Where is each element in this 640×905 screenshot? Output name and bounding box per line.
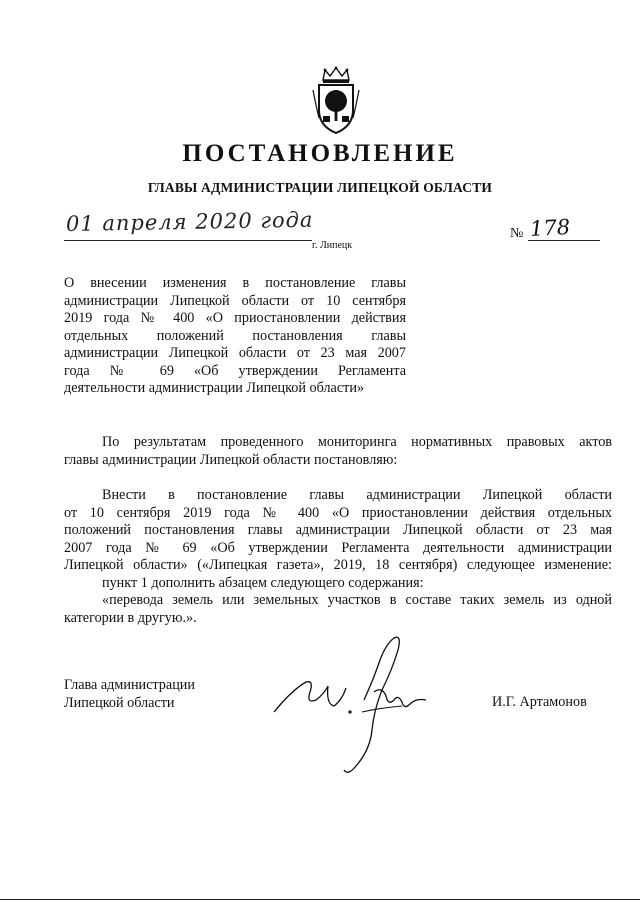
body-line: Липецкой области» («Липецкая газета», 2019, 18 сентября) следующее изменение:	[64, 557, 612, 573]
page-bottom-edge	[0, 899, 640, 900]
body-line: 2007 года № 69 «Об утверждении Регламента деятельности администрации	[64, 539, 612, 556]
summary-line: администрации Липецкой области от 23 мая 2007	[64, 345, 406, 361]
paragraph-gap	[64, 469, 612, 487]
city-label: г. Липецк	[312, 240, 353, 251]
date-underline	[64, 240, 312, 241]
handwritten-date: 01 апреля 2020 года	[65, 207, 314, 236]
resolution-summary	[64, 275, 406, 398]
summary-line: О внесении изменения в постановление главы	[64, 275, 406, 291]
body-line: «перевода земель или земельных участков в составе таких земель из одной	[102, 592, 612, 608]
summary-line: года № 69 «Об утверждении Регламента	[64, 362, 406, 379]
signatory-position-line: Глава администрации	[64, 677, 195, 693]
summary-line: отдельных положений постановления главы	[64, 327, 406, 344]
resolution-body	[64, 434, 612, 627]
document-title: ПОСТАНОВЛЕНИЕ	[182, 140, 458, 167]
body-line: от 10 сентября 2019 года № 400 «О приостановлении действия отдельных	[64, 504, 612, 521]
summary-line: 2019 года № 400 «О приостановлении действия	[64, 310, 406, 326]
body-line: категории в другую.».	[64, 609, 197, 626]
body-line: По результатам проведенного мониторинга нормативных правовых актов	[102, 434, 612, 450]
number-label: №	[510, 226, 524, 241]
document-subtitle: ГЛАВЫ АДМИНИСТРАЦИИ ЛИПЕЦКОЙ ОБЛАСТИ	[147, 180, 493, 195]
signatory-name: И.Г. Артамонов	[492, 694, 587, 710]
summary-line: деятельности администрации Липецкой области»	[64, 380, 365, 396]
number-underline	[528, 240, 600, 241]
summary-line: администрации Липецкой области от 10 сентября	[64, 292, 406, 309]
coat-of-arms-icon	[311, 66, 361, 136]
handwritten-signature	[262, 630, 442, 780]
handwritten-number: 178	[529, 214, 571, 242]
signatory-position-line: Липецкой области	[64, 694, 175, 711]
body-line: Внести в постановление главы администрации Липецкой области	[102, 487, 612, 503]
body-line: пункт 1 дополнить абзацем следующего содержания:	[102, 574, 424, 591]
body-line: главы администрации Липецкой области постановляю:	[64, 451, 398, 468]
signatory-position	[64, 677, 195, 712]
body-line: положений постановления главы администрации Липецкой области от 23 мая	[64, 522, 612, 538]
